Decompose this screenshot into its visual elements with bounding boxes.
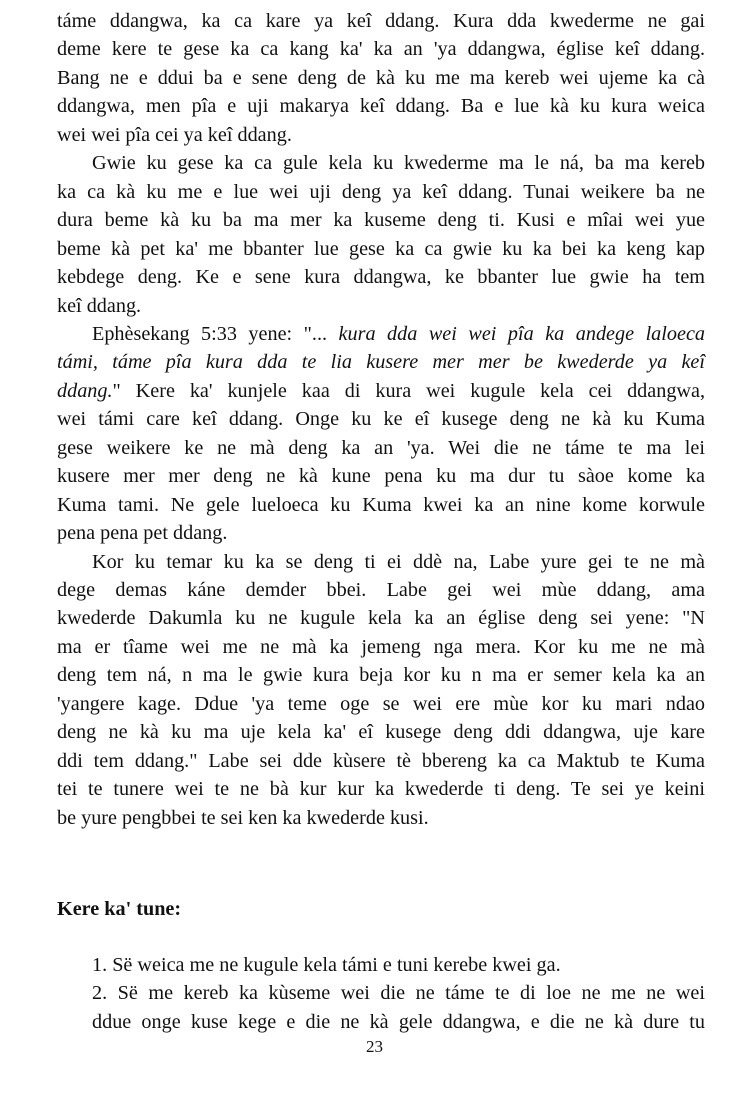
- paragraph-line: [92, 320, 705, 348]
- text-span: dege demas káne demder bbei. Labe gei wei mùe ddang, ama: [57, 579, 705, 601]
- text-span: wei támi care keî ddang. Onge ku ke eî kusege deng ne kà ku Kuma: [57, 408, 705, 431]
- italic-quote-text: kura dda wei wei pîa ka andege laloeca: [338, 322, 705, 345]
- text-span: deng ne kà ku ma uje kela ka' eî kusege deng ddi ddangwa, uje kare: [57, 721, 705, 744]
- text-span: kebdege deng. Ke e sene kura ddangwa, ke bbanter lue gwie ha tem: [57, 266, 705, 289]
- text-span: Kor ku temar ku ka se deng ti ei ddè na, Labe yure gei te ne mà: [92, 550, 705, 573]
- text-span: táme ddangwa, ka ca kare ya keî ddang. Kura dda kwederme ne gai: [57, 10, 705, 32]
- section-heading: Kere ka' tune:: [57, 898, 182, 920]
- italic-quote-text: ddang.: [57, 379, 113, 402]
- paragraph-line: [57, 747, 705, 775]
- paragraph-line: [92, 149, 705, 177]
- text-span: deng tem ná, n ma le gwie kura beja kor ku n ma er semer kela ka an: [57, 664, 705, 687]
- paragraph-line: [57, 235, 705, 263]
- text-span: ddi tem ddang." Labe sei dde kùsere tè bbereng ka ca Maktub te Kuma: [57, 749, 705, 772]
- text-span: Gwie ku gese ka ca gule kela ku kwederme ma le ná, ba ma kereb: [92, 152, 705, 175]
- paragraph-line: [57, 121, 705, 149]
- text-span: keî ddang.: [57, 294, 142, 317]
- text-span: 'yangere kage. Ddue 'ya teme oge se wei ere mùe kor ku mari ndao: [57, 692, 705, 715]
- paragraph-line: [57, 491, 705, 519]
- paragraph-line: [57, 804, 705, 832]
- paragraph-line: [57, 292, 705, 320]
- list-item-line: 2. Së me kereb ka kùseme wei die ne táme te di loe ne me ne wei: [92, 982, 705, 1005]
- text-span: dura beme kà ku ba ma mer ka kuseme deng ti. Kusi e mîai wei yue: [57, 209, 705, 232]
- text-span: pena pena pet ddang.: [57, 522, 228, 545]
- text-span: Bang ne e ddui ba e sene deng de kà ku me ma kereb wei ujeme ka cà: [57, 66, 705, 89]
- paragraph-line: [57, 92, 705, 120]
- text-span: beme kà pet ka' me bbanter lue gese ka ca gwie ku ka bei ka keng kap: [57, 237, 705, 260]
- paragraph-line: [57, 263, 705, 291]
- page-number: 23: [366, 1037, 383, 1056]
- text-span: kusere mer mer deng ne kà kune pena ku ma dur tu sàoe kome ka: [57, 465, 705, 488]
- paragraph-line: [57, 775, 705, 803]
- text-span: Kuma tami. Ne gele lueloeca ku Kuma kwei ka an nine kome korwule: [57, 493, 705, 516]
- text-span: ka ca kà ku me e lue wei uji deng ya keî ddang. Tunai weikere ba ne: [57, 180, 705, 203]
- list-item-line: 1. Së weica me ne kugule kela támi e tuni kerebe kwei ga.: [92, 954, 561, 976]
- paragraph-line: [57, 690, 705, 718]
- text-span: kwederde Dakumla ku ne kugule kela ka an église deng sei yene: "N: [57, 607, 705, 630]
- text-span: deme kere te gese ka ca kang ka' ka an 'ya ddangwa, église keî ddang.: [57, 38, 705, 61]
- paragraph-line: [57, 206, 705, 234]
- italic-quote-text: támi, táme pîa kura dda te lia kusere mer mer be kwederde ya keî: [57, 351, 705, 374]
- paragraph-line: [57, 462, 705, 490]
- paragraph-line: [92, 548, 705, 576]
- paragraph-line: [57, 519, 705, 547]
- paragraph-line: [57, 405, 705, 433]
- paragraph-line: [57, 7, 705, 35]
- paragraph-line: [57, 35, 705, 63]
- text-span: be yure pengbbei te sei ken ka kwederde kusi.: [57, 806, 429, 829]
- paragraph-line: [57, 64, 705, 92]
- text-span: gese weikere ke ne mà deng ka an 'ya. Wei die ne táme te ma lei: [57, 436, 705, 459]
- paragraph-line: [57, 604, 705, 632]
- text-span: ma er tîame wei me ne mà ka jemeng nga mera. Kor ku me ne mà: [57, 635, 705, 658]
- text-span: " Kere ka' kunjele kaa di kura wei kugule kela cei ddangwa,: [112, 379, 705, 402]
- paragraph-line: [57, 633, 705, 661]
- paragraph-line: [57, 661, 705, 689]
- text-span: ddangwa, men pîa e uji makarya keî ddang. Ba e lue kà ku kura weica: [57, 95, 705, 118]
- text-span: wei wei pîa cei ya keî ddang.: [57, 123, 292, 146]
- paragraph-line: [57, 718, 705, 746]
- list-item-line: ddue onge kuse kege e die ne kà gele ddangwa, e die ne kà dure tu: [92, 1010, 705, 1033]
- text-span: Ephèsekang 5:33 yene: "...: [92, 322, 339, 345]
- paragraph-line: [57, 348, 705, 376]
- text-span: tei te tunere wei te ne bà kur kur ka kwederde ti deng. Te sei ye keini: [57, 778, 705, 801]
- paragraph-line: [57, 576, 705, 604]
- paragraph-line: [57, 178, 705, 206]
- paragraph-line: [57, 434, 705, 462]
- paragraph-line: [57, 377, 705, 405]
